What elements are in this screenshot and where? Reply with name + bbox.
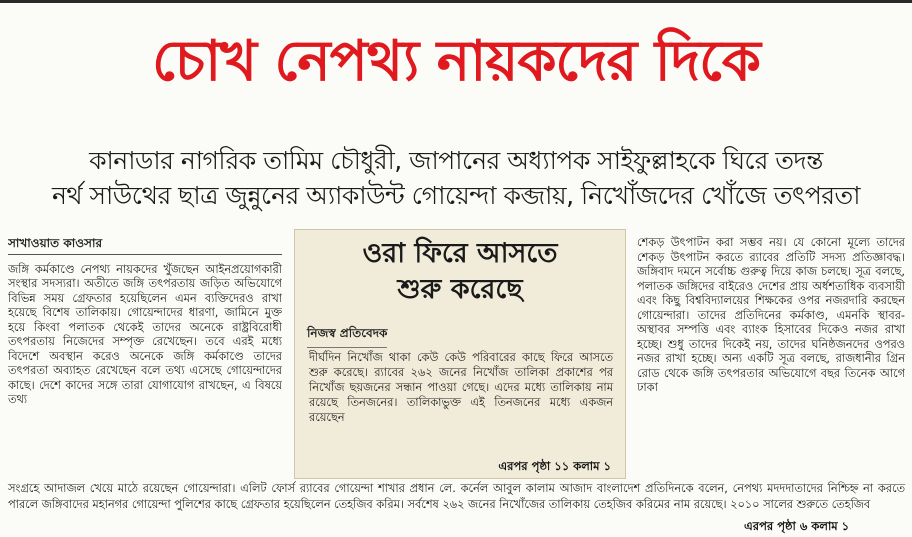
article-continuation: এরপর পৃষ্ঠা ৬ কলাম ১ <box>744 519 850 533</box>
sidebar-byline: নিজস্ব প্রতিবেদক <box>307 325 387 348</box>
article-text-right: শেকড় উৎপাটন করা সম্ভব নয়। যে কোনো মূল্যে তাদের শেকড় উৎপাটন করতে র‍্যাবের প্রতিটি সদস্য প্রতিজ্ঞাবদ্ধ। জঙ্গিবাদ দমনে সর্বোচ্চ গুরুত্ব দিয়ে কাজ চলছে। সূত্র বলছে, পলাতক জঙ্গিদের বাইরেও দেশের প্রায় অর্ধশতাধিক ব্যবসায়ী এবং কিছু বিশ্ববিদ্যালয়ের শিক্ষকের ওপর নজরদারি করছেন গোয়েন্দারা। তাদের প্রতিদিনের কর্মকাণ্ড, এমনকি স্থাবর-অস্থাবর সম্পত্তি এবং ব্যাংক হিসাবের দিকেও নজর রাখা হচ্ছে। শুধু তাদের দিকেই নয়, তাদের ঘনিষ্ঠজনদের ওপরও নজর রাখা হচ্ছে। অন্য একটি সূত্র বলছে, রাজধানীর গ্রিন রোড থেকে জঙ্গি তৎপরতার অভিযোগে বছর তিনেক আগে ঢাকা <box>637 236 905 394</box>
sidebar-title-line-1: ওরা ফিরে আসতে <box>362 238 558 269</box>
article-text-left: জঙ্গি কর্মকাণ্ডে নেপথ্য নায়কদের খুঁজছেন আইনপ্রয়োগকারী সংস্থার সদস্যরা। অতীতে জঙ্গি তৎপরতায় জড়িত অভিযোগে বিভিন্ন সময় গ্রেফতার হয়েছিলেন এমন ব্যক্তিদেরও রাখা হয়েছে বিশেষ তালিকায়। গোয়েন্দাদের ধারণা, জামিনে মুক্ত হয়ে কিংবা পলাতক থেকেই তাদের অনেকে রাষ্ট্রবিরোধী তৎপরতায় নিজেদের সম্পৃক্ত রেখেছেন। তবে এরই মধ্যে বিদেশে অবস্থান করেও অনেকে জঙ্গি কর্মকাণ্ডে তাদের তৎপরতা অব্যাহত রেখেছেন বলে তথ্য এসেছে গোয়েন্দাদের কাছে। দেশে কাদের সঙ্গে তারা যোগাযোগ রাখছেন, এ বিষয়ে তথ্য <box>8 262 282 406</box>
article-bottom-text <box>8 481 905 513</box>
article-text-bottom: সংগ্রহে আদাজল খেয়ে মাঠে রয়েছেন গোয়েন্দারা। এলিট ফোর্স র‍্যাবের গোয়েন্দা শাখার প্রধান লে. কর্নেল আবুল কালাম আজাদ বাংলাদেশ প্রতিদিনকে বলেন, নেপথ্য মদদদাতাদের নিশ্চিহ্ন না করতে পারলে জঙ্গিবাদের মহানগর গোয়েন্দা পুলিশের কাছে গ্রেফতার হয়েছিলেন তেহজিব করিম। সর্বশেষ ২৬২ জনের নিখোঁজের তালিকায় তেহজিব করিমের নাম রয়েছে। ২০১০ সালের শুরুতে তেহজিব <box>8 482 905 511</box>
subheadline-2: নর্থ সাউথের ছাত্র জুন্নুনের অ্যাকাউন্ট গোয়েন্দা কব্জায়, নিখোঁজদের খোঁজে তৎপরতা <box>51 181 861 210</box>
article-column-right <box>637 236 905 466</box>
sidebar-body <box>309 350 613 425</box>
top-rule <box>0 0 912 3</box>
subheadline-1: কানাডার নাগরিক তামিম চৌধুরী, জাপানের অধ্যাপক সাইফুল্লাহকে ঘিরে তদন্ত <box>89 146 823 175</box>
byline: সাখাওয়াত কাওসার <box>8 236 282 255</box>
sidebar-title <box>295 236 625 308</box>
sidebar-title-line-2: শুরু করেছে <box>397 274 523 305</box>
headline: চোখ নেপথ্য নায়কদের দিকে <box>152 29 760 94</box>
sidebar-text: দীর্ঘদিন নিখোঁজ থাকা কেউ কেউ পরিবারের কাছে ফিরে আসতে শুরু করেছে। র‍্যাবের ২৬২ জনের নিখোঁজ তালিকা প্রকাশের পর নিখোঁজ ছয়জনের সন্ধান পাওয়া গেছে। এদের মধ্যে তালিকায় নাম রয়েছে তিনজনের। তালিকাভুক্ত এই তিনজনের মধ্যে একজন রয়েছেন <box>309 351 613 424</box>
article-column-left <box>8 236 282 461</box>
sidebar-box <box>294 229 626 479</box>
sidebar-continuation: এরপর পৃষ্ঠা ১১ কলাম ১ <box>498 459 611 473</box>
